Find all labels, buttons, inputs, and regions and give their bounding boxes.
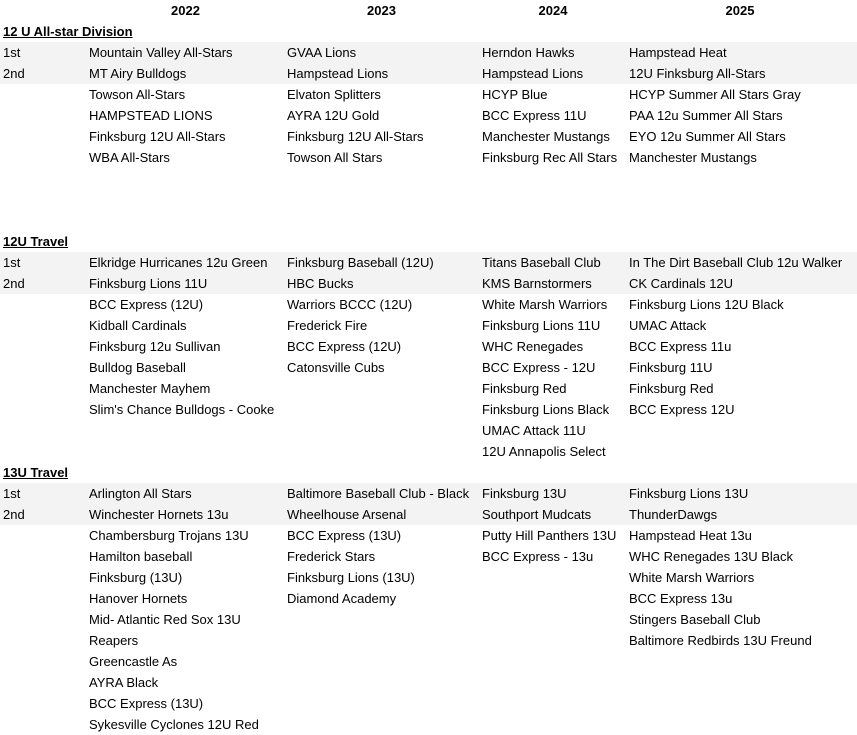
team-cell[interactable] (482, 567, 628, 588)
team-row (0, 588, 857, 609)
team-cell[interactable]: Finksburg Lions Black (482, 402, 610, 417)
team-row (0, 651, 857, 672)
place-cell[interactable] (3, 441, 87, 462)
team-cell[interactable]: Sykesville Cyclones 12U Red (89, 717, 259, 732)
team-cell[interactable]: WHC Renegades 13U Black (629, 549, 794, 564)
team-row (0, 630, 857, 651)
team-cell[interactable]: Frederick Fire (287, 318, 368, 333)
team-cell[interactable] (287, 630, 480, 651)
team-cell[interactable] (287, 672, 480, 693)
team-cell[interactable]: Finksburg Lions 13U (629, 486, 749, 501)
place-cell[interactable] (3, 567, 87, 588)
team-cell[interactable]: Arlington All Stars (89, 486, 192, 501)
team-cell[interactable] (629, 441, 855, 462)
team-cell[interactable]: Finksburg 11U (629, 360, 713, 375)
team-cell[interactable]: EYO 12u Summer All Stars (629, 129, 786, 144)
team-row (0, 693, 857, 714)
team-cell[interactable] (629, 651, 855, 672)
team-cell[interactable]: BCC Express 11u (629, 339, 732, 354)
team-cell[interactable] (482, 672, 628, 693)
team-cell[interactable]: KMS Barnstormers (482, 276, 592, 291)
team-cell[interactable]: Baltimore Redbirds 13U Freund (629, 633, 812, 648)
team-cell[interactable]: Slim's Chance Bulldogs - Cooke (89, 402, 275, 417)
division-title[interactable]: 12U Travel (3, 234, 69, 249)
team-cell[interactable] (482, 693, 628, 714)
team-cell[interactable]: Bulldog Baseball (89, 360, 186, 375)
team-cell[interactable] (629, 693, 855, 714)
place-cell[interactable] (3, 84, 87, 105)
team-cell[interactable]: AYRA 12U Gold (287, 108, 380, 123)
team-cell[interactable]: Wheelhouse Arsenal (287, 507, 407, 522)
team-cell[interactable] (287, 651, 480, 672)
team-cell[interactable]: UMAC Attack (629, 318, 707, 333)
year-header-cell[interactable]: 2022 (171, 3, 200, 18)
team-cell[interactable]: White Marsh Warriors (482, 297, 608, 312)
team-row (0, 441, 857, 462)
place-cell[interactable]: 2nd (3, 276, 25, 291)
team-cell[interactable]: Finksburg 12u Sullivan (89, 339, 221, 354)
team-cell[interactable]: Titans Baseball Club (482, 255, 601, 270)
team-cell[interactable]: MT Airy Bulldogs (89, 66, 187, 81)
team-cell[interactable]: Elkridge Hurricanes 12u Green (89, 255, 268, 270)
team-row (0, 546, 857, 567)
place-cell[interactable]: 1st (3, 255, 21, 270)
team-cell[interactable]: Reapers (89, 633, 139, 648)
team-cell[interactable]: In The Dirt Baseball Club 12u Walker (629, 255, 843, 270)
team-cell[interactable]: Finksburg (13U) (89, 570, 183, 585)
team-cell[interactable]: Southport Mudcats (482, 507, 592, 522)
place-cell[interactable] (3, 672, 87, 693)
team-cell[interactable]: HBC Bucks (287, 276, 354, 291)
team-cell[interactable]: Finksburg Baseball (12U) (287, 255, 434, 270)
team-cell[interactable]: Greencastle As (89, 654, 178, 669)
team-cell[interactable] (629, 420, 855, 441)
place-cell[interactable] (3, 546, 87, 567)
team-cell[interactable]: Finksburg Rec All Stars (482, 150, 618, 165)
team-cell[interactable]: Baltimore Baseball Club - Black (287, 486, 470, 501)
team-cell[interactable]: Finksburg Lions 11U (89, 276, 208, 291)
team-cell[interactable]: WBA All-Stars (89, 150, 170, 165)
team-row (0, 672, 857, 693)
team-cell[interactable]: Towson All-Stars (89, 87, 186, 102)
team-cell[interactable]: Herndon Hawks (482, 45, 575, 60)
place-cell[interactable] (3, 147, 87, 168)
team-cell[interactable] (287, 399, 480, 420)
team-cell[interactable]: 12U Annapolis Select (482, 444, 606, 459)
team-cell[interactable]: 12U Finksburg All-Stars (629, 66, 766, 81)
team-cell[interactable]: Mid- Atlantic Red Sox 13U (89, 612, 241, 627)
team-cell[interactable]: BCC Express 11U (482, 108, 587, 123)
team-cell[interactable]: Catonsville Cubs (287, 360, 385, 375)
team-cell[interactable]: Finksburg 12U All-Stars (287, 129, 424, 144)
team-cell[interactable]: Warriors BCCC (12U) (287, 297, 413, 312)
team-cell[interactable]: BCC Express (12U) (287, 339, 402, 354)
team-cell[interactable]: Winchester Hornets 13u (89, 507, 229, 522)
team-cell[interactable]: BCC Express 13u (629, 591, 733, 606)
division-title-row (0, 21, 857, 42)
team-cell[interactable]: PAA 12u Summer All Stars (629, 108, 783, 123)
team-cell[interactable] (629, 672, 855, 693)
team-row (0, 126, 857, 147)
place-cell[interactable]: 1st (3, 45, 21, 60)
team-cell[interactable]: Diamond Academy (287, 591, 397, 606)
team-cell[interactable]: Putty Hill Panthers 13U (482, 528, 617, 543)
team-cell[interactable]: Frederick Stars (287, 549, 376, 564)
team-row (0, 357, 857, 378)
place-cell[interactable] (3, 399, 87, 420)
division-title[interactable]: 13U Travel (3, 465, 69, 480)
team-cell[interactable]: Manchester Mayhem (89, 381, 211, 396)
team-cell[interactable]: AYRA Black (89, 675, 159, 690)
team-cell[interactable]: Elvaton Splitters (287, 87, 381, 102)
team-cell[interactable]: Towson All Stars (287, 150, 383, 165)
placement-row (0, 63, 857, 84)
team-cell[interactable]: Chambersburg Trojans 13U (89, 528, 249, 543)
place-cell[interactable]: 1st (3, 486, 21, 501)
team-cell[interactable]: Manchester Mustangs (629, 150, 757, 165)
place-cell[interactable] (3, 525, 87, 546)
year-header-cell[interactable]: 2024 (538, 3, 568, 18)
team-cell[interactable]: Hampstead Heat (629, 45, 727, 60)
team-cell[interactable]: BCC Express (13U) (89, 696, 204, 711)
team-cell[interactable] (482, 588, 628, 609)
team-cell[interactable]: ThunderDawgs (629, 507, 718, 522)
team-cell[interactable] (482, 630, 628, 651)
team-cell[interactable] (89, 441, 286, 462)
team-cell[interactable]: BCC Express - 13u (482, 549, 594, 564)
team-cell[interactable]: Manchester Mustangs (482, 129, 610, 144)
team-cell[interactable]: BCC Express 12U (629, 402, 735, 417)
team-cell[interactable]: BCC Express (12U) (89, 297, 204, 312)
team-cell[interactable]: HAMPSTEAD LIONS (89, 108, 213, 123)
team-row (0, 525, 857, 546)
place-cell[interactable] (3, 651, 87, 672)
team-cell[interactable] (287, 693, 480, 714)
team-cell[interactable]: Finksburg Lions 11U (482, 318, 601, 333)
team-cell[interactable]: Stingers Baseball Club (629, 612, 761, 627)
team-cell[interactable]: HCYP Blue (482, 87, 548, 102)
place-cell[interactable] (3, 378, 87, 399)
team-cell[interactable]: WHC Renegades (482, 339, 584, 354)
team-cell[interactable] (482, 651, 628, 672)
place-cell[interactable] (3, 420, 87, 441)
division-title[interactable]: 12 U All-star Division (3, 24, 133, 39)
place-cell[interactable] (3, 126, 87, 147)
team-row (0, 105, 857, 126)
place-cell[interactable] (3, 336, 87, 357)
placement-row (0, 504, 857, 525)
team-cell[interactable] (287, 420, 480, 441)
team-cell[interactable] (287, 609, 480, 630)
team-cell[interactable]: Kidball Cardinals (89, 318, 187, 333)
place-cell[interactable] (3, 609, 87, 630)
placement-row (0, 252, 857, 273)
year-header-row (0, 0, 857, 21)
empty-row (0, 168, 857, 189)
place-cell[interactable] (3, 588, 87, 609)
team-row (0, 315, 857, 336)
division-title-row (0, 462, 857, 483)
team-cell[interactable]: Mountain Valley All-Stars (89, 45, 233, 60)
team-row (0, 378, 857, 399)
team-cell[interactable]: Hamilton baseball (89, 549, 193, 564)
place-cell[interactable] (3, 105, 87, 126)
team-cell[interactable] (89, 420, 286, 441)
team-row (0, 567, 857, 588)
team-cell[interactable]: White Marsh Warriors (629, 570, 755, 585)
team-row (0, 336, 857, 357)
team-cell[interactable] (287, 378, 480, 399)
team-cell[interactable]: HCYP Summer All Stars Gray (629, 87, 801, 102)
place-cell[interactable] (3, 693, 87, 714)
place-cell[interactable]: 2nd (3, 66, 25, 81)
place-cell[interactable] (3, 357, 87, 378)
team-row (0, 609, 857, 630)
team-cell[interactable]: CK Cardinals 12U (629, 276, 734, 291)
team-cell[interactable]: Finksburg 13U (482, 486, 567, 501)
team-cell[interactable]: BCC Express - 12U (482, 360, 596, 375)
team-cell[interactable]: Finksburg Lions 12U Black (629, 297, 784, 312)
team-cell[interactable]: UMAC Attack 11U (482, 423, 586, 438)
team-cell[interactable]: Hampstead Lions (482, 66, 584, 81)
header-corner-cell[interactable] (3, 0, 87, 21)
year-header-cell[interactable]: 2025 (725, 3, 755, 18)
placement-row (0, 483, 857, 504)
team-cell[interactable]: Hampstead Lions (287, 66, 389, 81)
team-cell[interactable]: Finksburg Red (629, 381, 714, 396)
place-cell[interactable] (3, 294, 87, 315)
place-cell[interactable] (3, 315, 87, 336)
team-cell[interactable]: Finksburg 12U All-Stars (89, 129, 226, 144)
place-cell[interactable]: 2nd (3, 507, 25, 522)
team-row (0, 399, 857, 420)
placement-row (0, 273, 857, 294)
team-cell[interactable]: Finksburg Red (482, 381, 567, 396)
team-cell[interactable]: Finksburg Lions (13U) (287, 570, 415, 585)
team-cell[interactable]: GVAA Lions (287, 45, 357, 60)
team-row (0, 420, 857, 441)
empty-row (0, 189, 857, 210)
placement-row (0, 42, 857, 63)
team-cell[interactable]: Hanover Hornets (89, 591, 188, 606)
team-row (0, 294, 857, 315)
team-cell[interactable]: Hampstead Heat 13u (629, 528, 752, 543)
team-cell[interactable]: BCC Express (13U) (287, 528, 402, 543)
team-cell[interactable] (482, 609, 628, 630)
division-title-row (0, 231, 857, 252)
year-header-cell[interactable]: 2023 (367, 3, 396, 18)
team-row (0, 84, 857, 105)
empty-row (0, 210, 857, 231)
team-row (0, 147, 857, 168)
place-cell[interactable] (3, 630, 87, 651)
team-cell[interactable] (287, 441, 480, 462)
